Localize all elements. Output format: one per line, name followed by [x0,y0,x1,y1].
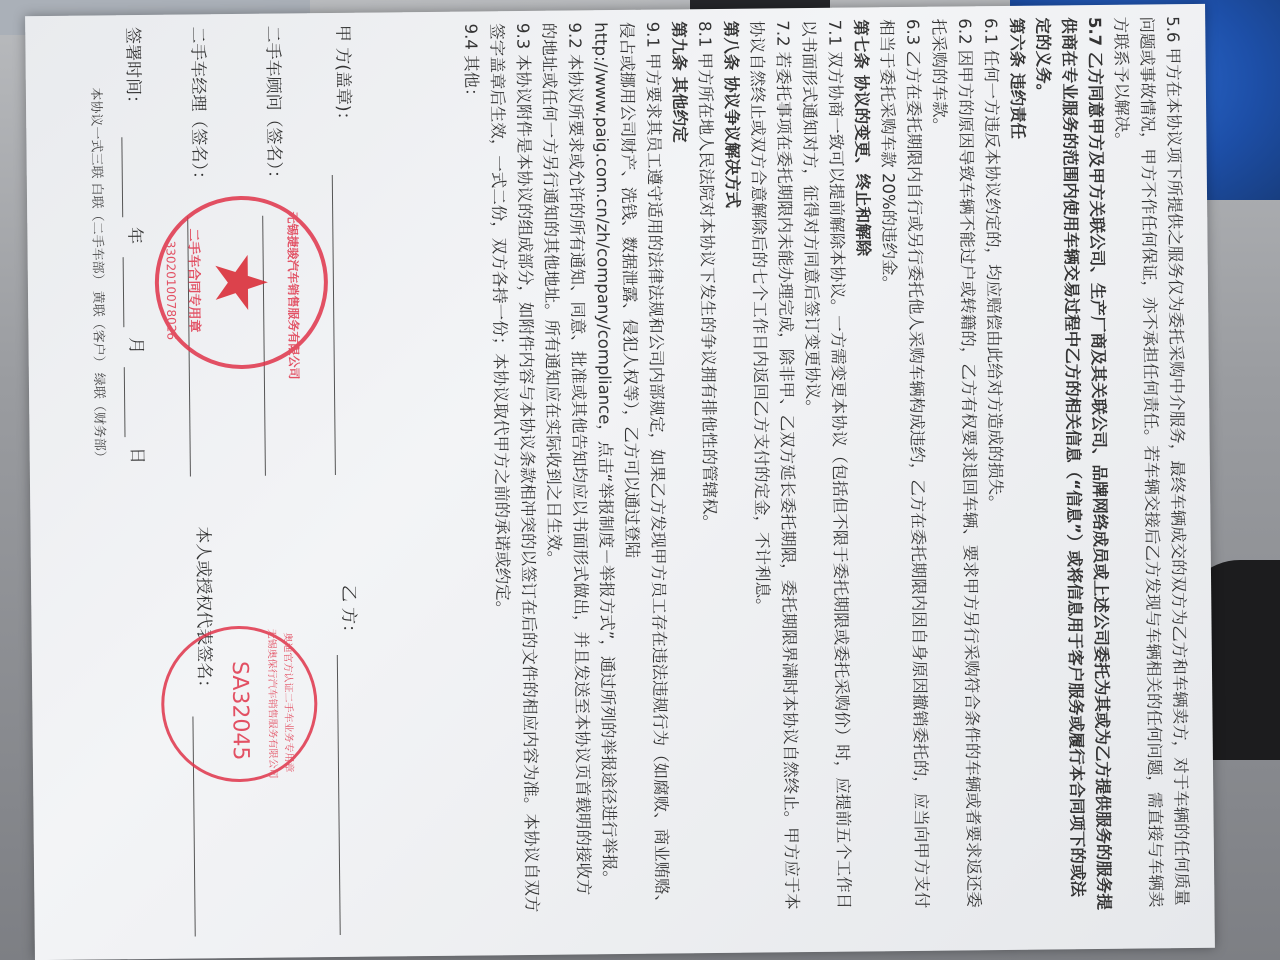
section-heading: 第八条 协议争议解决方式 [721,20,743,209]
contract-line: 问题或事故情况，甲方不作任何保证，亦不承担任何责任。若车辆交接后乙方发现与车辆相关的任何问题，需直接与车辆卖 [1137,16,1166,908]
contract-line: 8.1 甲方所在地人民法院对本协议下发生的争议拥有排他性的管辖权。 [695,20,720,532]
party-b-label: 乙 方： [338,584,359,642]
contract-page [35,16,1195,948]
signature-line [337,655,341,935]
contract-line: 托采购的车款。 [929,18,950,135]
contract-line: 9.2 本协议所要求或允许的所有通知、同意、批准或其他告知均应以书面形式做出，并且发送至本协议页首载明的接收方 [565,22,594,896]
contract-line: 的地址或任何一方另行通知的其他地址。所有通知应在实际收到之日生效。 [539,22,564,568]
contract-paper [25,4,1215,960]
contract-line: 6.3 乙方在委托期限内自行或另行委托他人采购车辆构成违约，乙方在委托期限内因自身原因撤销委托的，应当向甲方支付 [903,18,932,909]
seal-text: 无锡奥保行汽车销售服务有限公司 [265,628,279,779]
contract-line: 5.6 甲方在本协议项下所提供之服务仅为委托采购中介服务，最终车辆成交的双方为乙方和车辆卖方，对于车辆的任何质量 [1163,16,1192,906]
signature-line [124,367,126,437]
contract-line: 7.2 若委托事项在委托期限内未能办理完成，除非甲、乙双方延长委托期限，委托期限界满时本协议自然终止。甲方应于本 [773,20,802,910]
manager-label: 二手车经理（签名）： [187,26,209,188]
certification-seal [160,625,318,783]
seal-text: 无锡捷骏汽车销售服务有限公司 [285,211,301,380]
section-heading: 定的义务。 [1033,17,1054,101]
contract-line: 侵占或挪用公司财产、洗钱、数据泄露、侵犯人权等），乙方可以通过登陆 [617,21,642,559]
seal-code: 3302010078026 [163,240,179,341]
signature-line [123,257,125,327]
consultant-label: 二手车顾问（签名）： [262,25,284,188]
signature-line [332,175,336,475]
section-heading: 第九条 其他约定 [669,21,690,143]
section-heading: 第六条 违约责任 [1007,17,1028,140]
contract-line: 9.3 本协议附件是本协议的组成部分，如附件内容与本协议条款相冲突的以签订在后的文件的相应内容为准。本协议自双方 [513,22,542,913]
contract-text [457,16,1195,944]
section-heading: 供商在专业服务的范围内使用车辆交易过程中乙方的相关信息（“信息”）或将信息用于客户服务或履行本合同项下的或法 [1059,17,1088,898]
copies-footer: 本协议一式三联 白联（二手车部） 黄联（客户） 绿联（财务部） [87,87,107,464]
seal-text: 奥迪官方认证二手车业务专用章 [281,632,295,773]
day-label: 日 [126,446,147,465]
section-heading: 5.7 乙方同意甲方及甲方关联公司、生产厂商及其关联公司、品牌网络成员或上述公司委托为其或为乙方提供服务的服务提 [1085,16,1114,911]
contract-line: 以书面形式通知对方，征得对方同意后签订变更协议。 [799,19,823,417]
section-heading: 第七条 协议的变更、终止和解除 [851,19,873,257]
company-seal [154,195,329,380]
contract-line: 签字盖章后生效，一式二份，双方各持一份；本协议取代甲方之前的承诺或约定。 [487,23,513,618]
year-label: 年 [124,226,145,245]
contract-line: 6.1 任何一方违反本协议约定的，均应赔偿由此给对方造成的损失。 [981,17,1006,512]
contract-line: http://www.paig.com.cn/zh/company/compliance，点击“举报制度－举报方式”，通过所列的举报途径进行举报。 [591,22,620,888]
representative-label: 本人或授权代表签名： [192,526,215,697]
date-label: 签署时间： [122,26,144,113]
contract-line: 相当于委托采购车款 20%的违约金。 [877,19,900,293]
party-a-label: 甲 方(盖章)： [332,24,354,129]
contract-line: 协议自然终止或双方合意解除后的七个工作日内返回乙方支付的定金，不计利息。 [747,20,773,615]
contract-line: 9.1 甲方要求其员工遵守适用的法律法规和公司内部规定，如果乙方发现甲方员工存在违法违规行为（如腐败、商业贿赂、 [643,21,672,912]
contract-line: 7.1 双方协商一致可以提前解除本协议。一方需变更本协议（包括但不限于委托期限或委托采购价）时，应提前五个工作日 [825,19,854,910]
contract-line: 方联系予以解决。 [1111,16,1132,149]
month-label: 月 [125,336,146,355]
signature-line [121,137,123,217]
seal-subtext: 二手车合同专用章 [185,228,202,333]
star-icon: ★ [199,249,284,316]
seal-code: SA32045 [226,660,253,761]
contract-line: 6.2 因甲方的原因导致车辆不能过户或转籍的，乙方有权要求退回车辆、要求甲方另行采购符合条件的车辆或者要求返还委 [955,18,984,908]
contract-line: 9.4 其他： [461,23,482,105]
